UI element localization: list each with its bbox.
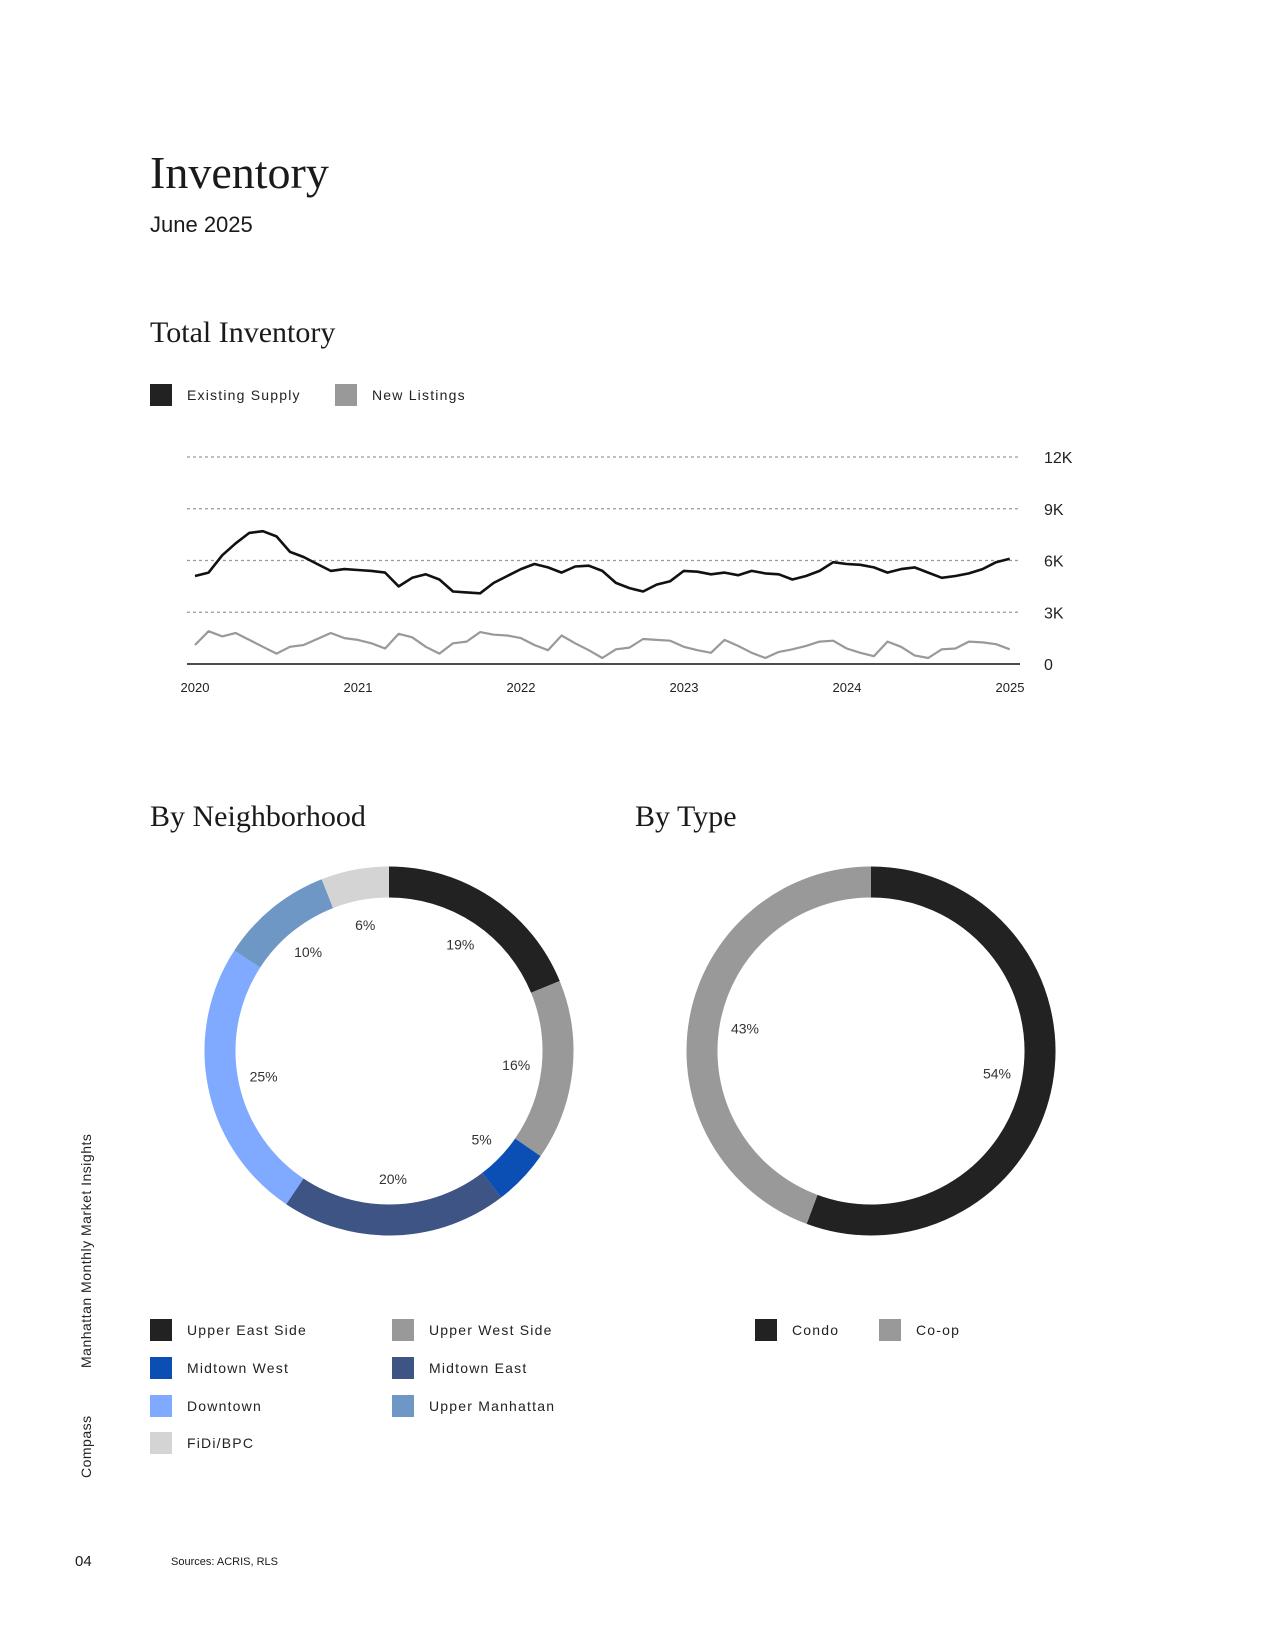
neighborhood-slice xyxy=(492,1147,528,1185)
legend-midtown-east xyxy=(392,1357,527,1379)
page-number: 04 xyxy=(75,1553,92,1570)
legend-label: Upper East Side xyxy=(187,1322,307,1338)
type-value-label: 43% xyxy=(730,1020,760,1037)
legend-label: Midtown West xyxy=(187,1360,290,1376)
y-tick-label: 0 xyxy=(1044,657,1053,674)
x-tick-label: 2021 xyxy=(343,680,373,695)
neighborhood-slice xyxy=(295,1185,492,1220)
legend-swatch xyxy=(150,1395,172,1417)
legend-label: Condo xyxy=(792,1322,840,1338)
report-name: Manhattan Monthly Market Insights xyxy=(78,1133,94,1368)
legend-label: Upper West Side xyxy=(429,1322,553,1338)
x-tick-label: 2025 xyxy=(995,680,1025,695)
legend-upper-west-side xyxy=(392,1319,553,1341)
legend-fidi-bpc xyxy=(150,1432,254,1454)
legend-swatch xyxy=(392,1319,414,1341)
by-type-title: By Type xyxy=(635,800,737,833)
existing-supply-line xyxy=(195,531,1010,593)
sources-note: Sources: ACRIS, RLS xyxy=(171,1556,278,1568)
x-tick-label: 2020 xyxy=(180,680,210,695)
neighborhood-value-label: 16% xyxy=(502,1056,531,1073)
legend-label: Midtown East xyxy=(429,1360,528,1376)
x-tick-label: 2024 xyxy=(832,680,862,695)
legend-swatch xyxy=(150,1432,172,1454)
type-value-label: 54% xyxy=(982,1065,1012,1082)
page-subtitle: June 2025 xyxy=(150,212,253,237)
legend-label: Co-op xyxy=(916,1322,961,1338)
brand-name: Compass xyxy=(78,1415,94,1478)
legend-swatch xyxy=(392,1395,414,1417)
new-listings-line xyxy=(195,631,1010,658)
total-inventory-title: Total Inventory xyxy=(150,316,336,349)
neighborhood-value-label: 6% xyxy=(355,917,376,934)
y-tick-label: 9K xyxy=(1044,501,1064,519)
neighborhood-slice xyxy=(528,987,558,1147)
x-tick-label: 2023 xyxy=(669,680,699,695)
legend-label: Downtown xyxy=(187,1398,262,1414)
neighborhood-value-label: 10% xyxy=(294,943,323,960)
page-title: Inventory xyxy=(150,147,329,198)
neighborhood-slice xyxy=(389,882,545,987)
type-slice xyxy=(702,882,871,1209)
neighborhood-slice xyxy=(327,882,389,894)
legend-swatch xyxy=(150,1357,172,1379)
type-slice xyxy=(812,882,1040,1220)
legend-upper-east-side xyxy=(150,1319,307,1341)
y-tick-label: 12K xyxy=(1044,450,1073,467)
legend-label: Existing Supply xyxy=(187,387,301,403)
neighborhood-value-label: 25% xyxy=(249,1068,278,1085)
legend-label: FiDi/BPC xyxy=(187,1435,255,1451)
legend-label: New Listings xyxy=(372,387,466,403)
legend-upper-manhattan xyxy=(392,1395,555,1417)
legend-swatch xyxy=(879,1319,901,1341)
legend-swatch xyxy=(150,1319,172,1341)
legend-swatch xyxy=(392,1357,414,1379)
neighborhood-value-label: 20% xyxy=(378,1170,408,1187)
by-neighborhood-title: By Neighborhood xyxy=(150,800,366,833)
y-tick-label: 6K xyxy=(1044,553,1064,571)
legend-condo xyxy=(755,1319,839,1341)
legend-midtown-west xyxy=(150,1357,289,1379)
neighborhood-value-label: 5% xyxy=(471,1131,492,1148)
y-tick-label: 3K xyxy=(1044,605,1064,623)
legend-co-op xyxy=(879,1319,960,1341)
neighborhood-value-label: 19% xyxy=(446,936,475,953)
x-tick-label: 2022 xyxy=(506,680,536,695)
legend-label: Upper Manhattan xyxy=(429,1398,556,1414)
legend-downtown xyxy=(150,1395,262,1417)
legend-swatch xyxy=(755,1319,777,1341)
